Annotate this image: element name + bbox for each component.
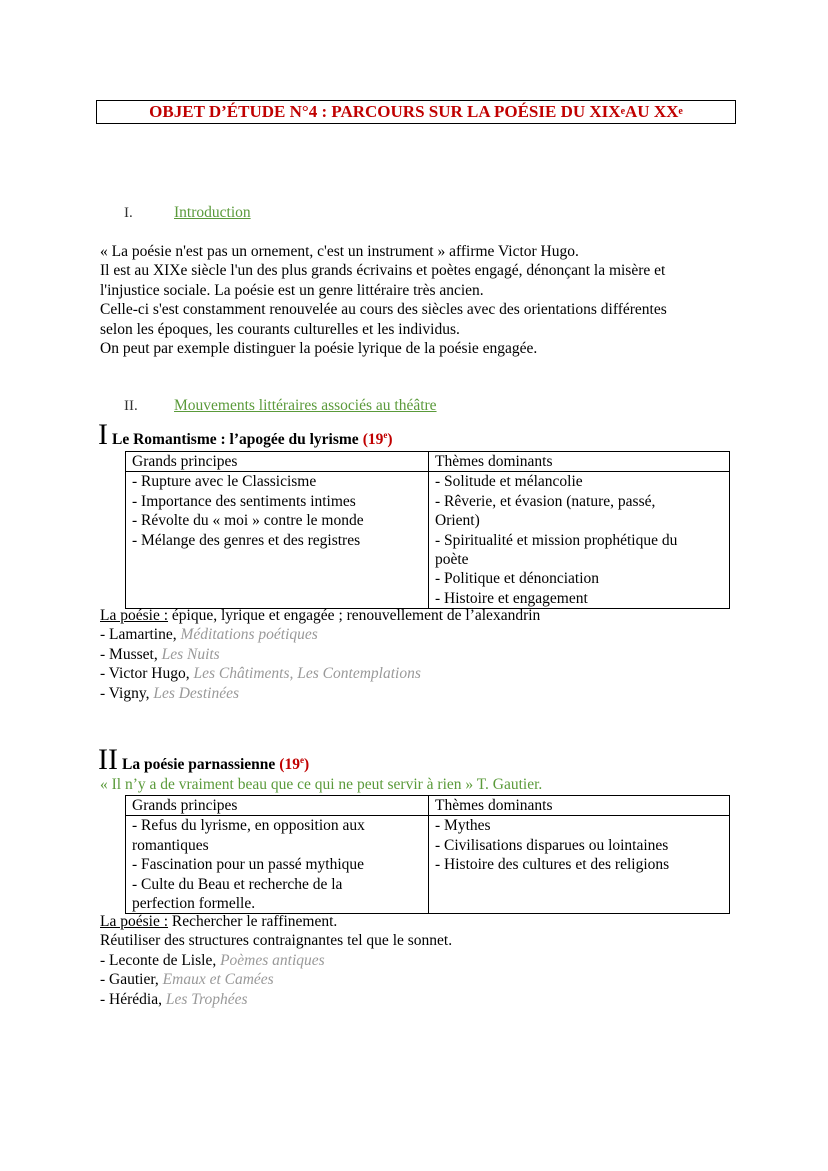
principles-cell bbox=[126, 472, 429, 609]
principles-cell bbox=[126, 816, 429, 914]
section-number: I. bbox=[124, 205, 133, 221]
table-line: - Civilisations disparues ou lointaines bbox=[435, 836, 669, 854]
table-line: - Fascination pour un passé mythique bbox=[132, 856, 365, 874]
intro-line: selon les époques, les courants culturelles et les individus. bbox=[100, 320, 460, 338]
intro-line: Il est au XIXe siècle l'un des plus grands écrivains et poètes engagé, dénonçant la misère et bbox=[100, 262, 666, 280]
author-item: - Victor Hugo, Les Châtiments, Les Contemplations bbox=[100, 665, 421, 683]
poesie-line: La poésie : Rechercher le raffinement. bbox=[100, 913, 338, 930]
intro-paragraph bbox=[100, 242, 667, 358]
table-header: Grands principes bbox=[126, 796, 429, 816]
table-line: - Importance des sentiments intimes bbox=[132, 492, 356, 510]
parnasse-poesie bbox=[100, 912, 452, 1009]
table-line: - Histoire des cultures et des religions bbox=[435, 856, 670, 874]
extra-line: Réutiliser des structures contraignantes tel que le sonnet. bbox=[100, 932, 453, 950]
table-line: - Politique et dénonciation bbox=[435, 570, 600, 588]
table-line: - Solitude et mélancolie bbox=[435, 473, 583, 491]
romantisme-table bbox=[125, 451, 730, 609]
table-line: perfection formelle. bbox=[132, 895, 256, 913]
intro-line: « La poésie n'est pas un ornement, c'est un instrument » affirme Victor Hugo. bbox=[100, 243, 579, 260]
intro-line: Celle-ci s'est constamment renouvelée au cours des siècles avec des orientations différentes bbox=[100, 301, 667, 319]
intro-line: On peut par exemple distinguer la poésie lyrique de la poésie engagée. bbox=[100, 340, 538, 358]
roman-numeral: II bbox=[98, 743, 118, 776]
themes-cell bbox=[429, 472, 730, 609]
author-item: - Gautier, Emaux et Camées bbox=[100, 971, 274, 989]
table-line: - Révolte du « moi » contre le monde bbox=[132, 512, 364, 530]
table-line: - Rupture avec le Classicisme bbox=[132, 473, 317, 491]
table-header: Thèmes dominants bbox=[429, 796, 730, 816]
table-header: Grands principes bbox=[126, 452, 429, 472]
author-item: - Vigny, Les Destinées bbox=[100, 684, 239, 702]
author-item: - Leconte de Lisle, Poèmes antiques bbox=[100, 951, 325, 969]
romantisme-heading bbox=[98, 420, 393, 450]
table-line: - Rêverie, et évasion (nature, passé, bbox=[435, 492, 656, 510]
table-line: - Histoire et engagement bbox=[435, 589, 588, 607]
table-line: - Culte du Beau et recherche de la bbox=[132, 875, 343, 893]
table-header: Thèmes dominants bbox=[429, 452, 730, 472]
movement-title: Le Romantisme : l’apogée du lyrisme bbox=[112, 431, 359, 448]
themes-cell bbox=[429, 816, 730, 914]
title-main: OBJET D’ÉTUDE N°4 : PARCOURS SUR LA POÉSIE DU XIX bbox=[149, 102, 621, 121]
table-line: Orient) bbox=[435, 512, 480, 530]
table-line: romantiques bbox=[132, 836, 209, 854]
intro-line: l'injustice sociale. La poésie est un genre littéraire très ancien. bbox=[100, 281, 484, 299]
century-label: (19e) bbox=[279, 754, 310, 773]
section-movements-heading bbox=[124, 397, 437, 415]
gautier-quote: « Il n’y a de vraiment beau que ce qui ne peut servir à rien » T. Gautier. bbox=[100, 776, 543, 793]
author-item: - Musset, Les Nuits bbox=[100, 645, 220, 663]
table-line: - Mélange des genres et des registres bbox=[132, 531, 361, 549]
parnasse-heading bbox=[98, 745, 309, 775]
table-line: poète bbox=[435, 551, 469, 569]
page-title: OBJET D’ÉTUDE N°4 : PARCOURS SUR LA POÉSIE DU XIX e AU XX e bbox=[96, 100, 736, 124]
section-label: Introduction bbox=[174, 204, 251, 221]
table-line: - Mythes bbox=[435, 817, 491, 835]
table-line: - Spiritualité et mission prophétique du bbox=[435, 531, 678, 549]
poesie-line: La poésie : épique, lyrique et engagée ; renouvellement de l’alexandrin bbox=[100, 607, 541, 624]
century-label: (19e) bbox=[362, 429, 393, 448]
section-intro-heading bbox=[124, 204, 251, 222]
table-line: - Refus du lyrisme, en opposition aux bbox=[132, 817, 365, 835]
parnasse-table bbox=[125, 795, 730, 914]
romantisme-poesie bbox=[100, 606, 540, 703]
movement-title: La poésie parnassienne bbox=[121, 756, 276, 773]
author-item: - Lamartine, Méditations poétiques bbox=[100, 626, 318, 644]
roman-numeral: I bbox=[98, 418, 108, 451]
author-item: - Hérédia, Les Trophées bbox=[100, 990, 248, 1008]
title-mid: AU XX bbox=[625, 102, 679, 121]
section-number: II. bbox=[124, 398, 138, 414]
section-label: Mouvements littéraires associés au théâtre bbox=[174, 397, 437, 414]
